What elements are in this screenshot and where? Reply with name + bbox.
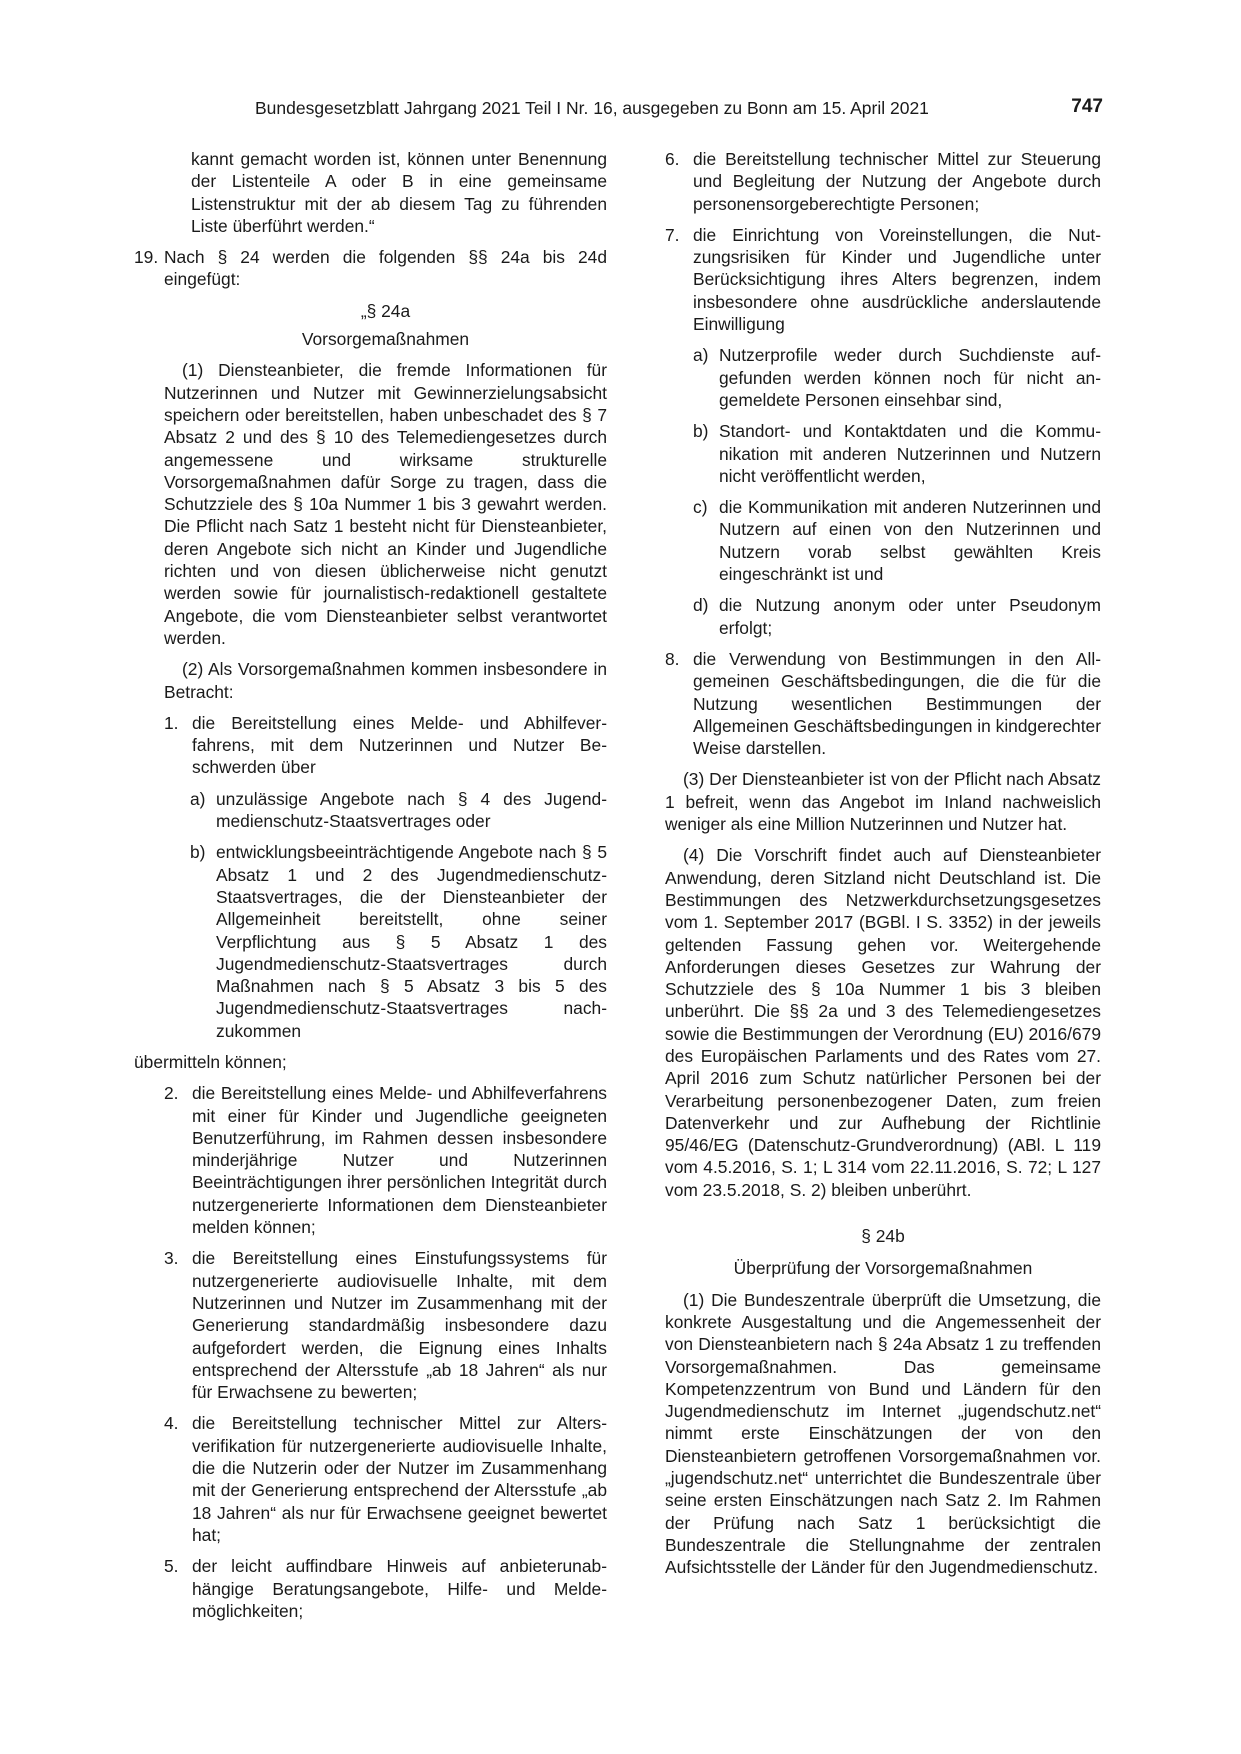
item-letter: a) xyxy=(190,788,206,809)
paragraph-1: (1) Diensteanbieter, die fremde Informationen für Nutzerinnen und Nutzer mit Gewinnerzielungsabsicht speichern oder bereitstellen, haben unbeschadet des § 7 Absatz 2 und des § 10 des Telemediengesetzes durch angemessene und wirksame strukturelle Vorsorgemaßnahmen dafür Sorge zu tragen, dass die Schutzziele des § 10a Nummer 1 bis 3 gewahrt werden. Die Pflicht nach Satz 1 besteht nicht für Diensteanbieter, deren Angebote sich nicht an Kinder und Jugendliche richten und von diesen üblicherweise nicht genutzt werden sowie für journalistisch-redaktionell gestaltete Angebote, die vom Diensteanbieter selbst verantwortet werden. xyxy=(164,360,607,648)
section-24b-heading: Überprüfung der Vorsorgemaßnahmen xyxy=(733,1258,1033,1279)
item-text: die Bereitstellung eines Melde- und Abhilfeverfahrens, mit dem Nutzerinnen und Nutzer Beschwerden über xyxy=(192,712,607,778)
item-number: 4. xyxy=(164,1413,179,1434)
item-number: 7. xyxy=(665,224,680,245)
item-text: der leicht auffindbare Hinweis auf anbieterunabhängige Beratungsangebote, Hilfe- und Meldemöglichkeiten; xyxy=(192,1556,607,1621)
item-number: 6. xyxy=(665,149,680,169)
paragraph-3: (3) Der Diensteanbieter ist von der Pflicht nach Absatz 1 befreit, wenn das Angebot im Inland nachweislich weniger als eine Million Nutzerinnen und Nutzer hat. xyxy=(665,769,1101,835)
item-text: unzulässige Angebote nach § 4 des Jugendmedienschutz-Staatsvertrages oder xyxy=(216,788,607,832)
item-number: 2. xyxy=(164,1083,179,1104)
list-item-4 xyxy=(164,1412,607,1546)
list-item-5 xyxy=(164,1555,607,1622)
sub-item-c xyxy=(693,496,1101,585)
left-column xyxy=(134,148,607,1622)
running-title: Bundesgesetzblatt Jahrgang 2021 Teil I Nr. 16, ausgegeben zu Bonn am 15. April 2021 xyxy=(255,98,929,118)
sub-item-b xyxy=(693,420,1101,487)
item-1-ending: übermitteln können; xyxy=(134,1051,287,1072)
item-letter: a) xyxy=(693,345,709,366)
right-column xyxy=(665,148,1101,1579)
item-number: 1. xyxy=(164,712,179,733)
paragraph-4: (4) Die Vorschrift findet auch auf Diensteanbieter Anwendung, deren Sitzland nicht Deutschland ist. Die Bestimmungen des Netzwerkdurchsetzungsgesetzes vom 1. September 2017 (BGBl. I S. 3352) in der jeweils geltenden Fassung gehen vor. Weitergehende Anforderungen dieses Gesetzes zur Wahrung der Schutzziele des § 10a Nummer 1 bis 3 bleiben unberührt. Die §§ 2a und 3 des Telemediengesetzes sowie die Bestimmungen der Verordnung (EU) 2016/679 des Europäischen Parlaments und des Rates vom 27. April 2016 zum Schutz natürlicher Personen bei der Verarbeitung personenbezogener Daten, zum freien Datenverkehr und zur Aufhebung der Richtlinie 95/46/EG (Datenschutz-Grundverordnung) (ABl. L 119 vom 4.5.2016, S. 1; L 314 vom 22.11.2016, S. 72; L 127 vom 23.5.2018, S. 2) bleiben unberührt. xyxy=(665,845,1101,1200)
item-letter: b) xyxy=(693,421,709,442)
item-text: Nach § 24 werden die folgenden §§ 24a bis 24d eingefügt: xyxy=(164,247,607,290)
running-header xyxy=(0,98,1241,126)
item-letter: d) xyxy=(693,595,709,616)
section-24a-title: „§ 24a xyxy=(360,300,411,321)
item-text: die Bereitstellung eines Einstufungssystems für nutzergenerierte audiovisuelle Inhalte, mit dem Nutzerinnen und Nutzer im Zusammenhang mit der Generierung standardmäßig insbesondere dazu aufgefordert werden, die Eignung eines Inhalts entsprechend der Altersstufe „ab 18 Jahren“ als nur für Erwachsene zu bewerten; xyxy=(192,1248,607,1403)
item-letter: b) xyxy=(190,842,206,863)
list-item-2 xyxy=(164,1082,607,1238)
sub-item-a xyxy=(693,344,1101,411)
item-number: 8. xyxy=(665,648,680,669)
item-text: die Verwendung von Bestimmungen in den Allgemeinen Geschäftsbedingungen, die die für die Nutzung wesentlichen Bestimmungen der Allgemeinen Geschäftsbedingungen in kindgerechter Weise darstellen. xyxy=(693,648,1101,759)
item-letter: c) xyxy=(693,497,708,518)
sub-item-d xyxy=(693,594,1101,639)
item-text: entwicklungsbeeinträchtigende Angebote nach § 5 Absatz 1 und 2 des Jugendmedienschutz-Staatsvertrages, die der Diensteanbieter der Allgemeinheit bereitstellt, ohne seiner Verpflichtung aus § 5 Absatz 1 des Jugendmedienschutz-Staatsvertrages durch Maßnahmen nach § 5 Absatz 3 bis 5 des Jugendmedienschutz-Staatsvertrages nachzukommen xyxy=(216,842,607,1041)
list-item-19 xyxy=(134,246,607,291)
section-24b-paragraph-1: (1) Die Bundeszentrale überprüft die Umsetzung, die konkrete Ausgestaltung und die Angemessenheit der von Diensteanbietern nach § 24a Absatz 1 zu treffenden Vorsorgemaßnahmen. Das gemeinsame Kompetenzzentrum von Bund und Ländern für den Jugendmedienschutz im Internet „jugendschutz.net“ nimmt erste Einschätzungen der von den Diensteanbietern getroffenen Vorsorgemaßnahmen vor. „jugendschutz.net“ unterrichtet die Bundeszentrale über seine ersten Einschätzungen nach Satz 2. Im Rahmen der Prüfung nach Satz 1 berücksichtigt die Bundeszentrale die Stellungnahme der zentralen Aufsichtsstelle der Länder für den Jugendmedienschutz. xyxy=(665,1289,1101,1578)
item-number: 19. xyxy=(134,247,159,268)
item-text: die Bereitstellung eines Melde- und Abhilfeverfahrens mit einer für Kinder und Jugendliche geeigneten Benutzerführung, im Rahmen dessen insbesondere minderjährige Nutzer und Nutzerinnen Beeinträchtigungen ihrer persönlichen Integrität durch nutzergenerierte Informationen dem Diensteanbieter melden können; xyxy=(192,1083,607,1238)
section-24b-title: § 24b xyxy=(861,1226,905,1247)
continuation-text: kannt gemacht worden ist, können unter Benennung der Listenteile A oder B in eine gemeinsame Listenstruktur mit der ab diesem Tag zu führenden Liste überführt werden.“ xyxy=(191,149,607,236)
list-item-7 xyxy=(665,224,1101,335)
paragraph-2: (2) Als Vorsorgemaßnahmen kommen insbesondere in Betracht: xyxy=(164,659,607,702)
item-text: die Kommunikation mit anderen Nutzerinnen und Nutzern auf einen von den Nutzerinnen und Nutzern vorab selbst gewählten Kreis eingeschränkt ist und xyxy=(719,497,1101,585)
list-item-1 xyxy=(164,712,607,779)
item-text: die Bereitstellung technischer Mittel zur Altersverifikation für nutzergenerierte audiovisuelle Inhalte, die die Nutzerin oder der Nutzer im Zusammenhang mit der Generierung entsprechend der Altersstufe „ab 18 Jahren“ als nur für Erwachsene geeignet bewertet hat; xyxy=(192,1413,607,1545)
sub-item-a xyxy=(190,788,607,833)
list-item-3 xyxy=(164,1247,607,1403)
page-number: 747 xyxy=(1071,96,1103,117)
item-text: die Nutzung anonym oder unter Pseudonym erfolgt; xyxy=(719,595,1101,638)
list-item-8 xyxy=(665,648,1101,759)
item-number: 3. xyxy=(164,1248,179,1269)
item-text: die Einrichtung von Voreinstellungen, die Nutzungsrisiken für Kinder und Jugendliche unter Berücksichtigung ihres Alters begrenzen, indem insbesondere ohne ausdrückliche anderslautende Einwilligung xyxy=(693,224,1101,335)
item-number: 5. xyxy=(164,1556,179,1577)
item-text: Nutzerprofile weder durch Suchdienste aufgefunden werden können noch für nicht angemeldete Personen einsehbar sind, xyxy=(719,345,1101,410)
sub-item-b xyxy=(190,841,607,1042)
section-24a-heading: Vorsorgemaßnahmen xyxy=(301,329,470,350)
item-text: die Bereitstellung technischer Mittel zur Steuerung und Begleitung der Nutzung der Angebote durch personensorgeberechtigte Personen; xyxy=(693,149,1101,214)
list-item-6 xyxy=(665,148,1101,215)
item-text: Standort- und Kontaktdaten und die Kommunikation mit anderen Nutzerinnen und Nutzern nicht veröffentlicht werden, xyxy=(719,421,1101,486)
